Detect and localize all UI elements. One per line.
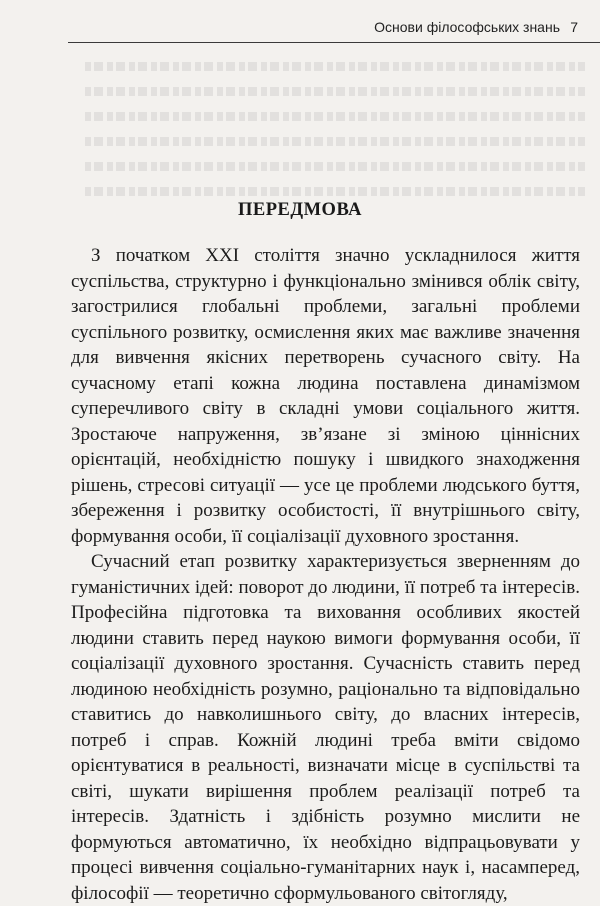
header-rule	[68, 42, 600, 43]
running-header	[0, 0, 600, 46]
section-title: ПЕРЕДМОВА	[238, 200, 362, 220]
paragraph-2: Сучасний етап розвитку характеризується зверненням до гуманістичних ідей: поворот до людини, її потреб та інтересів. Професійна підготовка та виховання особливих якостей людини ставить перед наукою вимоги формування особи, її соціалізації духовного зростання. Сучасність ставить перед людиною необхідність розумно, раціонально та відповідально ставитись до навколишнього світу, до власних інтересів, потреб і справ. Кожній людині треба вміти свідомо орієнтуватися в реальності, визначати місце в суспільстві та світі, шукати вирішення проблем реалізації потреб та інтересів. Здатність і здібність розумно мислити не формуються автоматично, їх необхідно відпрацьовувати у процесі вивчення соціально-гуманітарних наук і, насамперед, філософії — теоретично сформульованого світогляду,	[71, 551, 580, 904]
page-number: 7	[570, 19, 578, 35]
body-text	[71, 243, 580, 906]
running-header-title: Основи філософських знань	[374, 19, 560, 35]
paragraph-1: З початком XXI століття значно ускладнилося життя суспільства, структурно і функціонально змінився облік світу, загострилися глобальні проблеми, загальні проблеми суспільного розвитку, осмислення яких має важливе значення для вивчення якісних перетворень сучасного світу. На сучасному етапі кожна людина поставлена динамізмом суперечливого світу в складні умови соціального життя. Зростаюче напруження, зв’язане зі зміною ціннісних орієнтацій, необхідністю пошуку і швидкого знаходження рішень, стресові ситуації — усе це проблеми людського буття, збереження і розвитку особистості, її внутрішнього світу, формування особи, її соціалізації духовного зростання.	[71, 245, 580, 547]
